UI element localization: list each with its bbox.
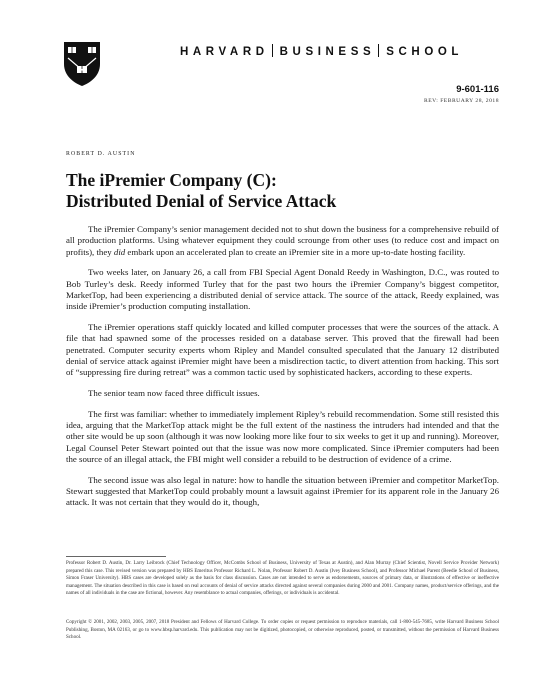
case-body [66,224,499,518]
body-paragraph: The senior team now faced three difficult issues. [88,388,260,399]
institution-part-school: SCHOOL [386,46,464,58]
institution-part-harvard: HARVARD [180,46,269,58]
institution-part-business: BUSINESS [279,46,376,58]
body-paragraph [66,224,499,258]
harvard-shield-logo [62,40,102,88]
paragraph-text: The iPremier Company’s senior management decided not to shut down the business for a comprehensive rebuild of all production platforms. Using whatever equipment they could scrounge from other uses (to reduce cost and impact on profits), they [66,224,499,257]
name-divider [272,44,273,57]
title-line-1: The iPremier Company (C): [66,170,277,190]
emphasized-word: did [113,246,126,257]
authorship-note: Professor Robert D. Austin, Dr. Larry Leibrock (Chief Technology Officer, McCombs School of Business, University of Texas at Austin), and Alan Murray (Chief Scientist, Novell Service Provider Network) prepared this case. This revised version was prepared by HBS Emeritus Professor Richard L. Nolan, Professor Robert D. Austin (Ivey Business School), and Professor Michael Parent (Beedie School of Business, Simon Fraser University). HBS cases are developed solely as the basis for class discussion. Cases are not intended to serve as endorsements, sources of primary data, or illustrations of effective or ineffective management. The situation described in this case is based on real accounts of denial of service attacks directed against several companies during 2000 and 2001. Company names, product/service offerings, and the names of all individuals in the case are fictional, however. Any resemblance to actual companies, offerings, or individuals is accidental. [66,560,499,596]
case-title [66,170,486,212]
footnote-divider [66,556,166,557]
name-divider [378,44,379,57]
institution-name [180,44,500,58]
title-line-2: Distributed Denial of Service Attack [66,191,337,211]
body-paragraph: Two weeks later, on January 26, a call from FBI Special Agent Donald Reedy in Washington, D.C., was routed to Bob Turley’s desk. Reedy informed Turley that for the past two hours the iPremier Company’s biggest competitor, MarketTop, had been experiencing a distributed denial of service attack. The source of the attack, Reedy explained, was inside iPremier’s production computing installation. [66,267,499,312]
body-paragraph: The first was familiar: whether to immediately implement Ripley’s rebuild recommendation. Some still resisted this idea, arguing that the MarketTop attack might be the full extent of the nastiness the intruders had intended and that the other site would be up soon (although it was now looking more like four to six weeks to get it up and running). Moreover, Legal Counsel Peter Stewart pointed out that the issue was now more complicated. Since iPremier computers had been the source of an illegal attack, the FBI might well consider a rebuild to be destruction of evidence of a crime. [66,408,499,465]
body-paragraph: The second issue was also legal in nature: how to handle the situation between iPremier and competitor MarketTop. Stewart suggested that MarketTop could probably mount a lawsuit against iPremier for its apparent role in the January 26 attack. It was not certain that they would do it, though, [66,474,499,508]
copyright-notice: Copyright © 2001, 2002, 2003, 2005, 2007, 2018 President and Fellows of Harvard College. To order copies or request permission to reproduce materials, call 1-800-545-7685, write Harvard Business School Publishing, Boston, MA 02163, or go to www.hbsp.harvard.edu. This publication may not be digitized, photocopied, or otherwise reproduced, posted, or transmitted, without the permission of Harvard Business School. [66,619,499,640]
author-name: ROBERT D. AUSTIN [66,151,136,157]
paragraph-text: embark upon an accelerated plan to create an iPremier site in a more up-to-date hosting facility. [125,246,466,257]
revision-date: REV: FEBRUARY 28, 2018 [423,98,499,104]
case-number: 9-601-116 [456,84,499,95]
body-paragraph: The iPremier operations staff quickly located and killed computer processes that were the sources of the attack. A file that had spawned some of the processes resided on a database server. This proved that the firewall had been penetrated. Computer security experts whom Ripley and Mandel consulted speculated that the January 12 distributed denial of service attack against iPremier might have been a misdirection tactic, to divert attention from hacking. This sort of “suppressing fire during retreat” was a common tactic used by sophisticated hackers, according to these experts. [66,322,499,378]
